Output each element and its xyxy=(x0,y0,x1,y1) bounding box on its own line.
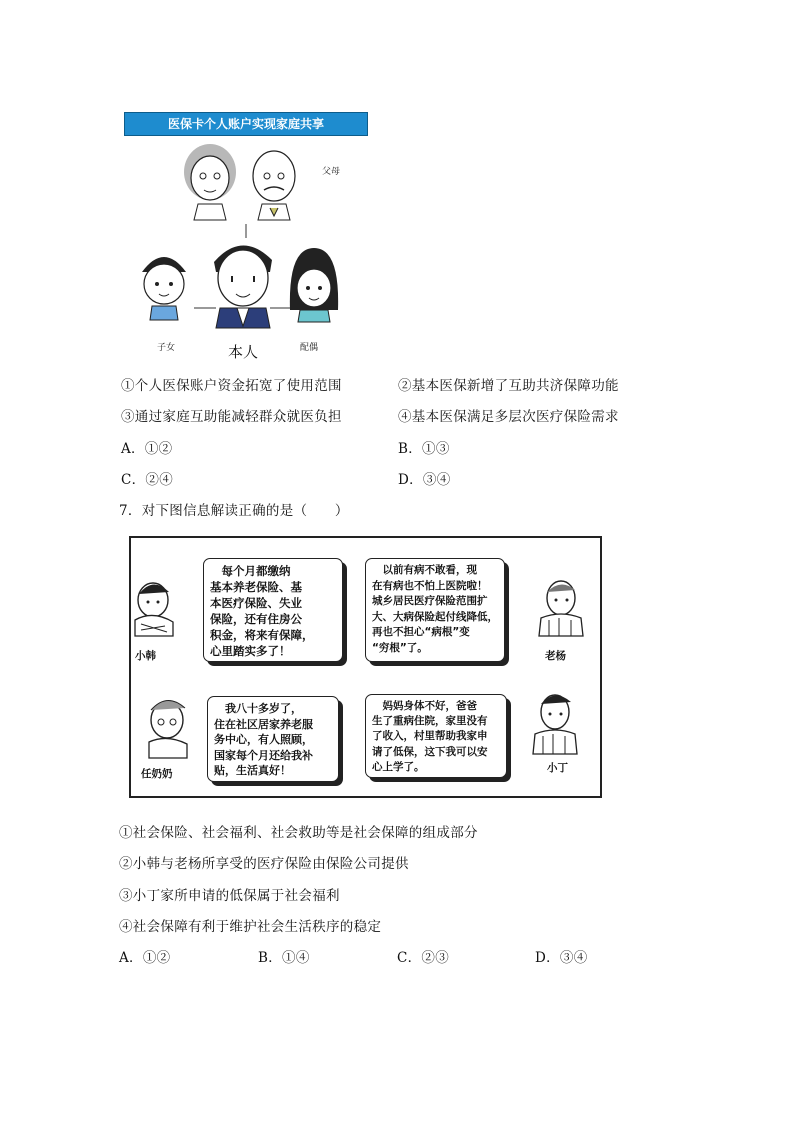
speech-bubble-laoyang: 以前有病不敢看，现 在有病也不怕上医院啦！ 城乡居民医疗保险范围扩 大、大病保险起付线降低， 再也不担心“病根”变 “穷根”了。 xyxy=(365,558,505,662)
speech-bubble-renfnainai: 我八十多岁了， 住在社区居家养老服 务中心，有人照顾， 国家每个月还给我补 贴，生活真好！ xyxy=(207,696,339,782)
self-figure xyxy=(214,245,272,328)
q6-option-4: ④基本医保满足多层次医疗保险需求 xyxy=(398,409,619,425)
q7-answer-b[interactable]: B．①④ xyxy=(258,950,310,966)
q6-answer-a[interactable]: A．①② xyxy=(121,441,173,457)
laoyang-figure xyxy=(539,581,583,636)
character-name-xiaohan: 小韩 xyxy=(135,650,156,662)
social-security-comic xyxy=(129,536,602,798)
q7-statement-2: ②小韩与老杨所享受的医疗保险由保险公司提供 xyxy=(119,856,409,872)
q6-option-3: ③通过家庭互助能减轻群众就医负担 xyxy=(121,409,342,425)
spouse-figure xyxy=(290,248,338,322)
xiaohan-figure xyxy=(135,583,173,636)
spouse-label: 配偶 xyxy=(300,343,319,353)
family-sharing-figure xyxy=(124,112,368,364)
self-label: 本人 xyxy=(228,343,259,361)
q6-answer-d[interactable]: D．③④ xyxy=(398,472,451,488)
family-illustration xyxy=(124,112,368,364)
q7-statement-1: ①社会保险、社会福利、社会救助等是社会保障的组成部分 xyxy=(119,825,478,841)
grandfather-figure xyxy=(253,151,295,220)
q7-statement-3: ③小丁家所申请的低保属于社会福利 xyxy=(119,888,340,904)
q6-option-1: ①个人医保账户资金拓宽了使用范围 xyxy=(121,378,342,394)
q7-stem: 7．对下图信息解读正确的是（ ） xyxy=(119,503,349,519)
xiaoding-figure xyxy=(533,695,577,754)
character-name-renfnainai: 任奶奶 xyxy=(141,768,173,780)
q7-statement-4: ④社会保障有利于维护社会生活秩序的稳定 xyxy=(119,919,382,935)
renfnainai-figure xyxy=(149,700,187,758)
q6-answer-c[interactable]: C．②④ xyxy=(121,472,174,488)
q6-option-2: ②基本医保新增了互助共济保障功能 xyxy=(398,378,619,394)
speech-bubble-xiaoding: 妈妈身体不好，爸爸 生了重病住院，家里没有 了收入，村里帮助我家申 请了低保，这下我可以安 心上学了。 xyxy=(365,694,507,778)
q7-answer-c[interactable]: C．②③ xyxy=(397,950,450,966)
child-label: 子女 xyxy=(157,343,176,353)
grandmother-figure xyxy=(184,144,236,220)
q7-answer-a[interactable]: A．①② xyxy=(119,950,171,966)
figure-banner: 医保卡个人账户实现家庭共享 xyxy=(124,112,368,136)
child-figure xyxy=(142,257,186,320)
character-name-xiaoding: 小丁 xyxy=(547,762,568,774)
parents-label: 父母 xyxy=(322,167,341,177)
character-name-laoyang: 老杨 xyxy=(545,650,566,662)
q6-answer-b[interactable]: B．①③ xyxy=(398,441,450,457)
speech-bubble-xiaohan: 每个月都缴纳 基本养老保险、基 本医疗保险、失业 保险，还有住房公 积金，将来有保障， 心里踏实多了！ xyxy=(203,558,343,662)
q7-answer-d[interactable]: D．③④ xyxy=(535,950,588,966)
